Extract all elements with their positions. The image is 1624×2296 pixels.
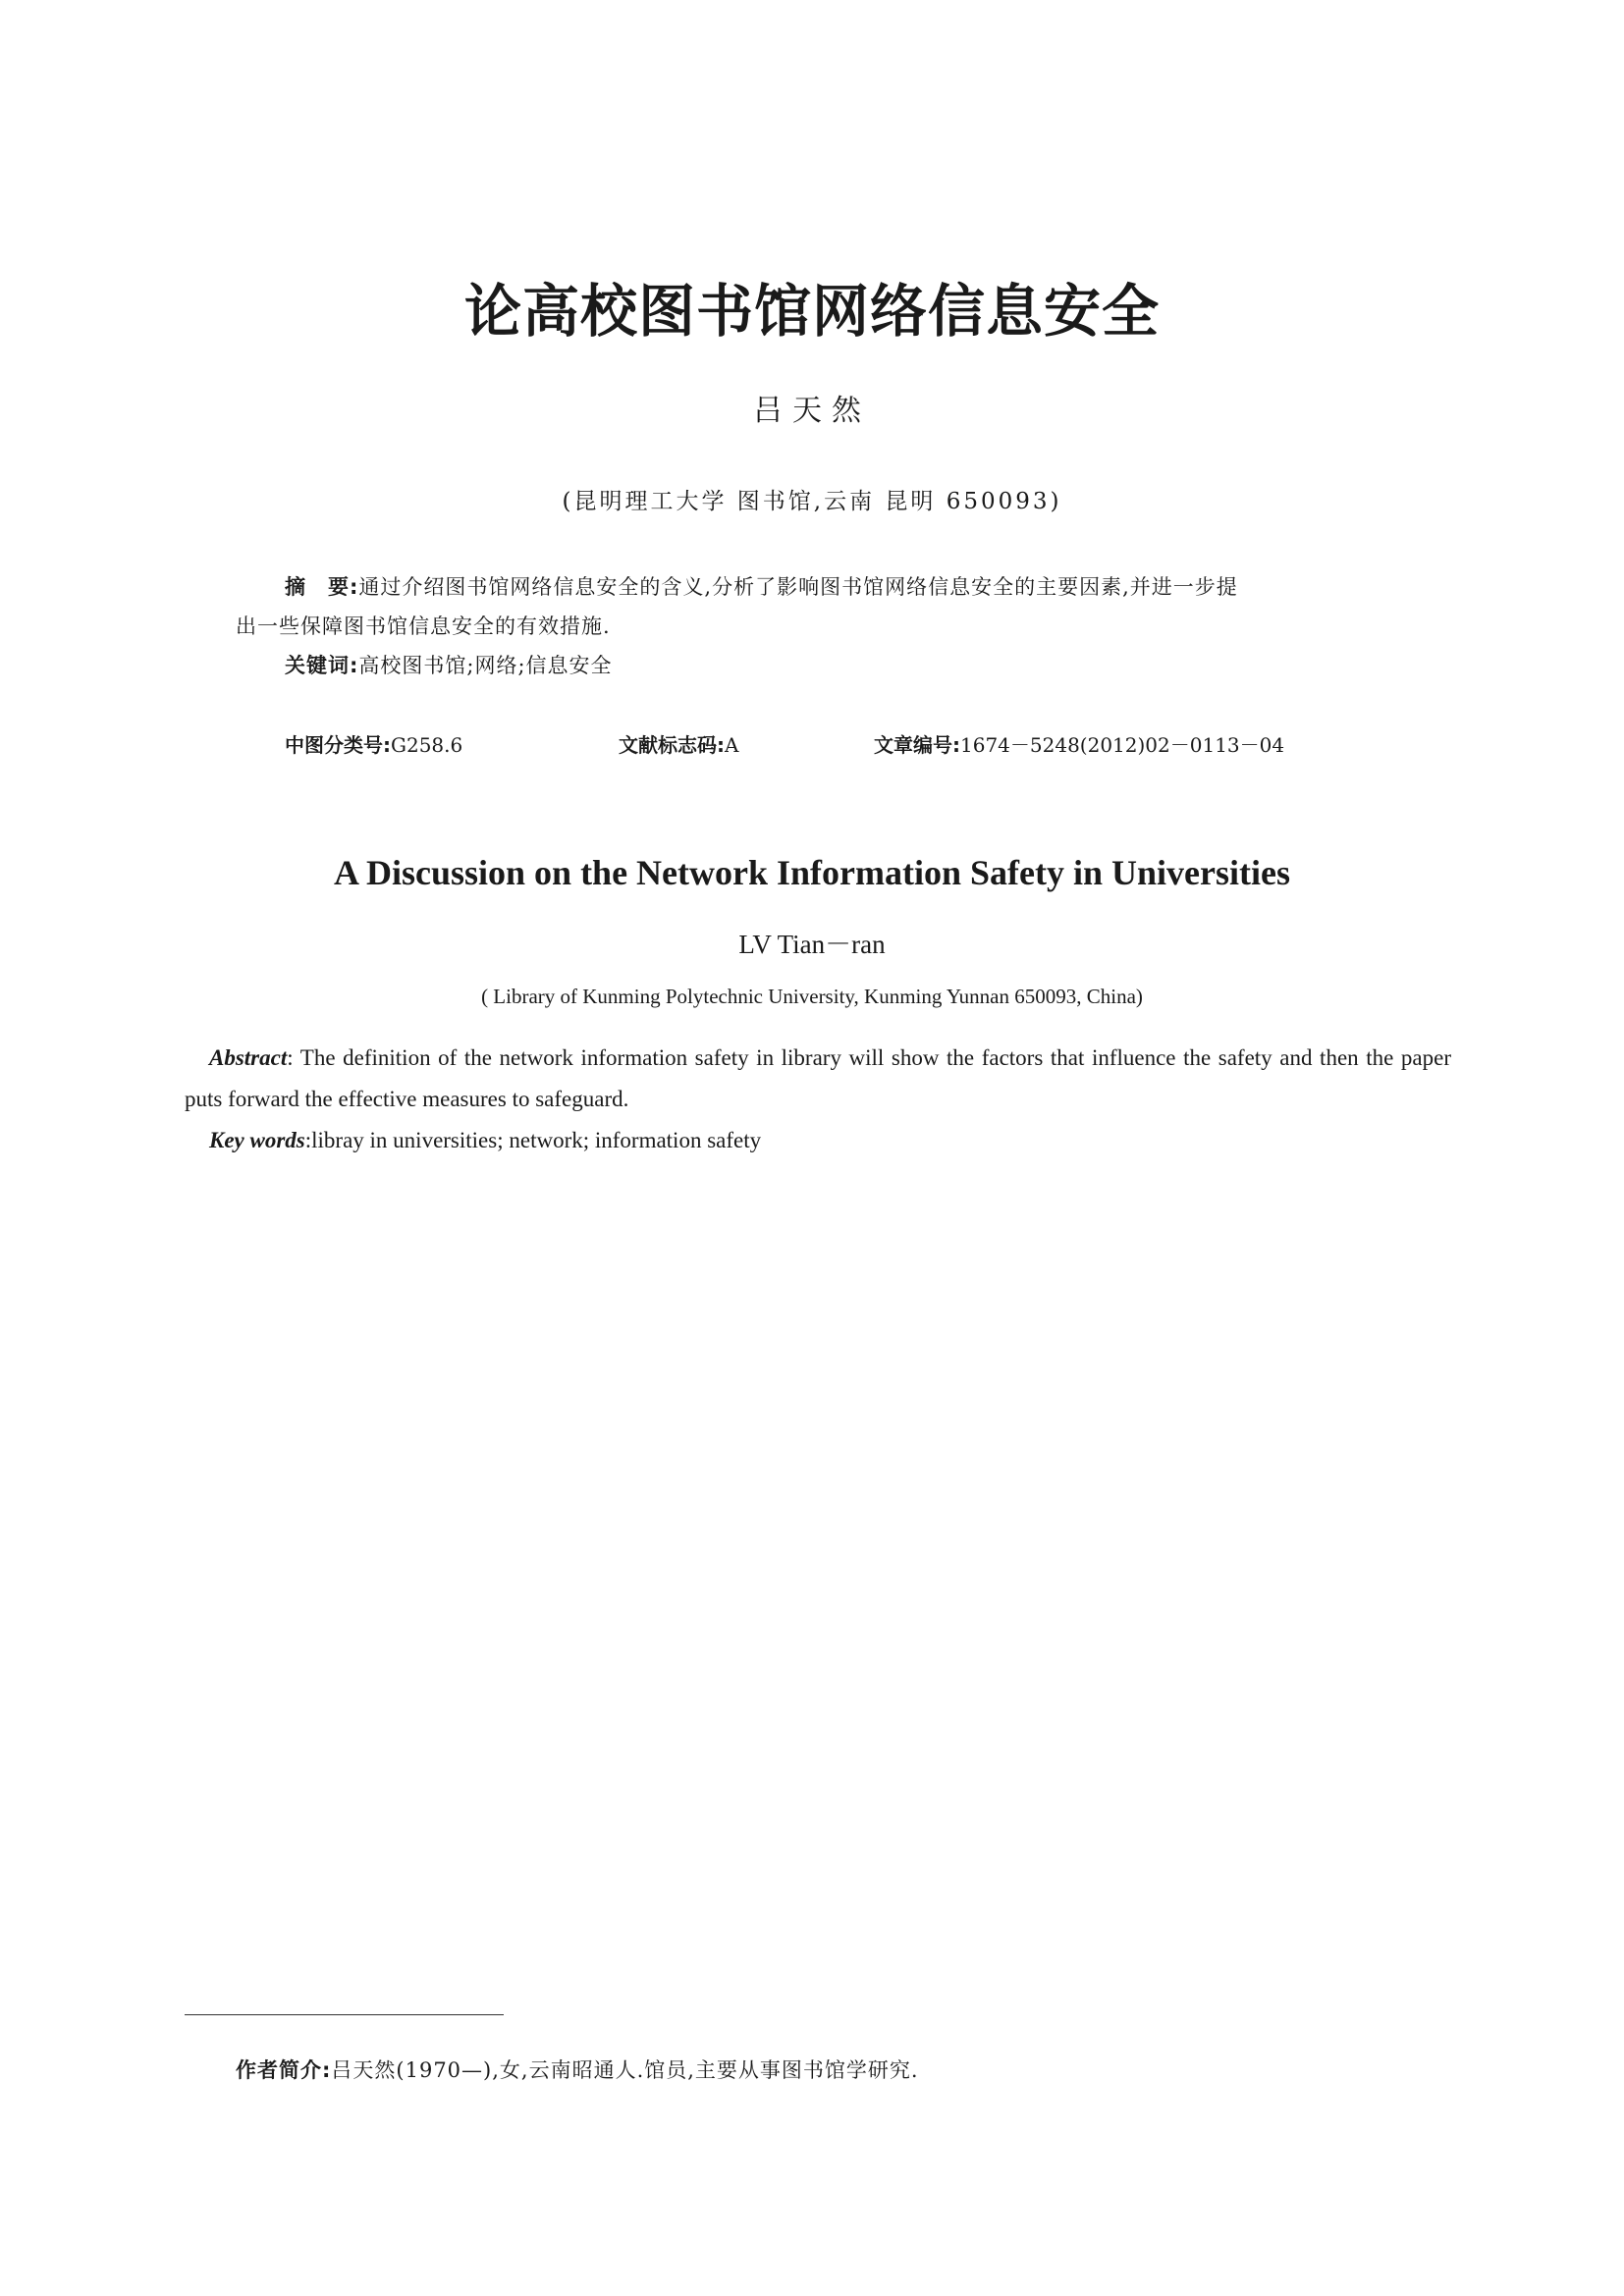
chinese-title: 论高校图书馆网络信息安全 bbox=[463, 278, 1160, 345]
english-abstract-label: Abstract bbox=[209, 1045, 288, 1070]
article-number bbox=[874, 730, 1284, 760]
chinese-abstract-text-1: 通过介绍图书馆网络信息安全的含义,分析了影响图书馆网络信息安全的主要因素,并进一步提 bbox=[358, 575, 1238, 599]
chinese-keywords-text: 高校图书馆;网络;信息安全 bbox=[358, 654, 613, 677]
english-keywords bbox=[209, 1120, 761, 1161]
document-code-label: 文献标志码: bbox=[619, 733, 725, 757]
footnote-text: 吕天然(1970—),女,云南昭通人.馆员,主要从事图书馆学研究. bbox=[331, 2058, 919, 2082]
chinese-abstract-line-1 bbox=[236, 567, 1404, 607]
chinese-affiliation: (昆明理工大学 图书馆,云南 昆明 650093) bbox=[562, 489, 1062, 514]
english-abstract-separator: : bbox=[287, 1045, 300, 1070]
english-affiliation: ( Library of Kunming Polytechnic University, Kunming Yunnan 650093, China) bbox=[481, 985, 1143, 1008]
clc-value: G258.6 bbox=[391, 733, 463, 757]
english-keywords-separator: : bbox=[304, 1128, 312, 1152]
document-code-value: A bbox=[725, 733, 739, 757]
document-code bbox=[619, 730, 738, 760]
chinese-keywords bbox=[285, 646, 613, 685]
clc-number bbox=[285, 730, 462, 760]
english-abstract-text: The definition of the network information safety in library will show the factors that influence the safety and then the paper puts forward the effective measures to safeguard. bbox=[185, 1045, 1451, 1111]
author-footnote bbox=[236, 2055, 919, 2084]
footnote-divider bbox=[185, 2014, 504, 2015]
english-title: A Discussion on the Network Information Safety in Universities bbox=[333, 853, 1290, 892]
article-number-value: 1674－5248(2012)02－0113－04 bbox=[960, 733, 1285, 757]
english-author: LV Tian－ran bbox=[738, 930, 886, 959]
chinese-abstract-label: 摘 要: bbox=[285, 575, 359, 599]
english-keywords-text: libray in universities; network; information safety bbox=[311, 1128, 762, 1152]
article-number-label: 文章编号: bbox=[874, 733, 960, 757]
english-abstract bbox=[185, 1038, 1451, 1120]
chinese-abstract-line-2: 出一些保障图书馆信息安全的有效措施. bbox=[236, 614, 611, 638]
clc-label: 中图分类号: bbox=[285, 733, 391, 757]
chinese-abstract bbox=[236, 567, 1404, 646]
chinese-author: 吕天然 bbox=[753, 394, 871, 428]
english-keywords-label: Key words bbox=[209, 1128, 305, 1152]
footnote-label: 作者简介: bbox=[236, 2058, 332, 2082]
chinese-keywords-label: 关键词: bbox=[285, 654, 359, 677]
